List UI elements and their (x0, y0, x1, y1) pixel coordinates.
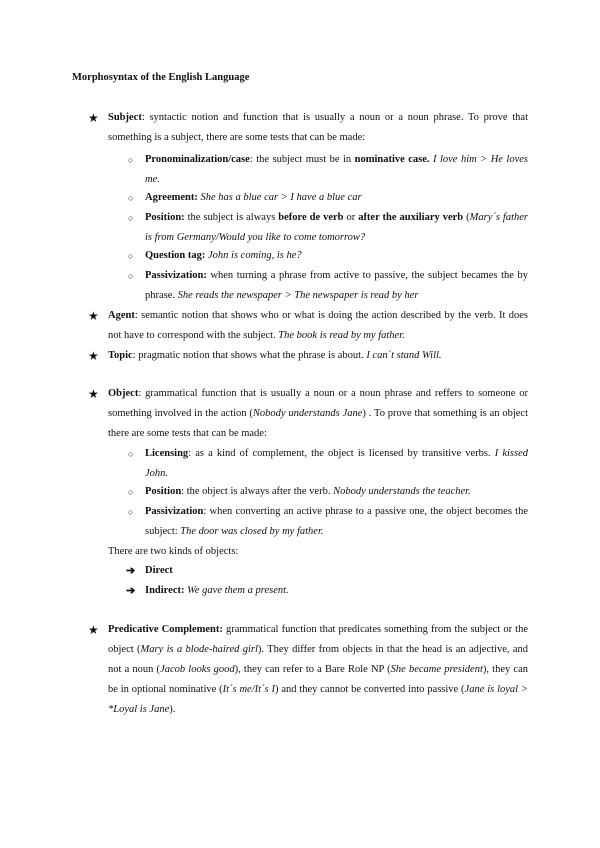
star-bullet: ★ (88, 349, 99, 363)
topic-paragraph: Topic: pragmatic notion that shows what the phrase is about. I can´t stand Will. (108, 350, 442, 361)
term-subject: Subject (108, 112, 142, 123)
arrow-bullet: ➔ (126, 585, 136, 597)
circle-bullet: ○ (128, 193, 134, 203)
circle-bullet: ○ (128, 213, 134, 223)
agent-paragraph: Agent: semantic notion that shows who or what is doing the action described by the verb. It does not have to correspond with the subject. The book is read by my father. (108, 310, 528, 341)
circle-bullet: ○ (128, 251, 134, 261)
star-bullet: ★ (88, 111, 99, 125)
arrow-bullet: ➔ (126, 565, 136, 577)
star-bullet: ★ (88, 623, 99, 637)
predicative-paragraph: Predicative Complement: grammatical function that predicates something from the subject or the object (Mary is a blode-haired girl). They differ from objects in that the head is an adjective, and not a noun (Jacob looks good), they can refer to a Bare Role NP (She became president), they can be in optional nominative (It´s me/It´s I) and they cannot be converted into passive (Jane is loyal > *Loyal is Jane). (108, 624, 528, 715)
object-test-passivization: Passivization: when converting an active phrase to a passive one, the object becomes the subject: The door was closed by my father. (145, 506, 528, 537)
star-bullet: ★ (88, 387, 99, 401)
circle-bullet: ○ (128, 487, 134, 497)
subject-test-agreement: Agreement: She has a blue car > I have a blue car (145, 192, 362, 203)
circle-bullet: ○ (128, 507, 134, 517)
object-kind-direct: Direct (145, 565, 173, 576)
subject-test-position: Position: the subject is always before de verb or after the auxiliary verb (Mary´s father is from Germany/Would you like to come tomorrow? (145, 212, 528, 243)
object-kind-indirect: Indirect: We gave them a present. (145, 585, 289, 596)
circle-bullet: ○ (128, 449, 134, 459)
page-title: Morphosyntax of the English Language (72, 72, 250, 83)
subject-paragraph: Subject: syntactic notion and function that is usually a noun or a noun phrase. To prove that something is a subject, there are some tests that can be made: (108, 112, 528, 143)
object-kinds-intro: There are two kinds of objects: (108, 546, 239, 557)
object-test-position: Position: the object is always after the verb. Nobody understands the teacher. (145, 486, 471, 497)
object-paragraph: Object: grammatical function that is usually a noun or a noun phrase and reffers to someone or something involved in the action (Nobody understands Jane) . To prove that something is an object there are some tests that can be made: (108, 388, 528, 439)
circle-bullet: ○ (128, 271, 134, 281)
subject-test-question-tag: Question tag: John is coming, is he? (145, 250, 302, 261)
subject-test-passivization: Passivization: when turning a phrase from active to passive, the subject becames the by phrase. She reads the newspaper > The newspaper is read by her (145, 270, 528, 301)
circle-bullet: ○ (128, 155, 134, 165)
star-bullet: ★ (88, 309, 99, 323)
subject-test-pronominalization: Pronominalization/case: the subject must be in nominative case. I love him > He loves me. (145, 154, 528, 185)
object-test-licensing: Licensing: as a kind of complement, the object is licensed by transitive verbs. I kissed John. (145, 448, 528, 479)
